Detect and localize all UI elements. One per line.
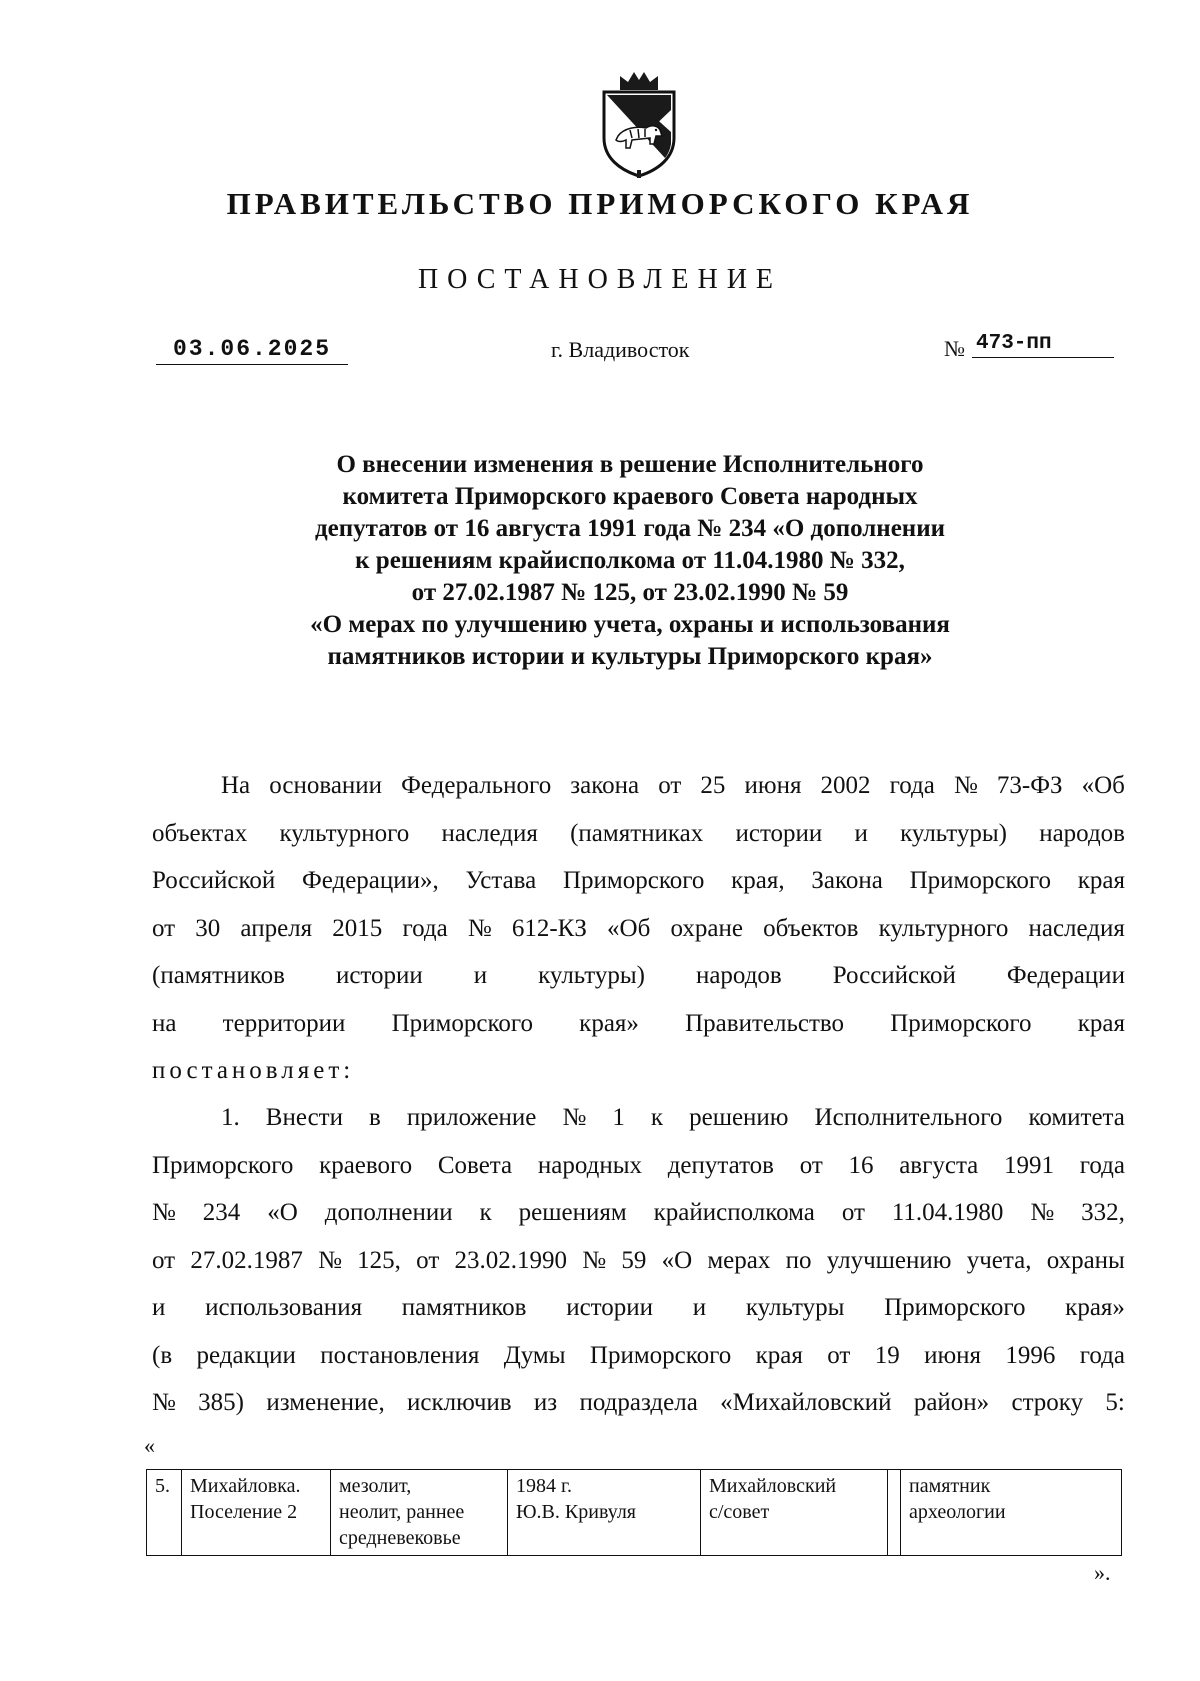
text-line [152, 1094, 1125, 1142]
word: культуры) [538, 962, 645, 989]
word: от [152, 1246, 176, 1274]
table-row [147, 1470, 1122, 1556]
document-type: ПОСТАНОВЛЕНИЕ [417, 264, 783, 295]
word: Приморского [890, 1009, 1032, 1037]
word: № [582, 1246, 607, 1274]
word: культурного [279, 819, 410, 847]
word: объектах [152, 819, 248, 847]
cell-line: памятник [909, 1475, 991, 1497]
word: края, [731, 867, 785, 894]
word: 1 [612, 1104, 625, 1131]
word: На [221, 772, 251, 799]
word: № [562, 1104, 587, 1131]
word: наследия [1028, 914, 1125, 942]
word: 5: [1105, 1389, 1125, 1416]
word: основании [269, 772, 383, 799]
text-line [152, 810, 1125, 858]
word: года [889, 772, 935, 799]
text-line [152, 1379, 1125, 1427]
word: края» [579, 1009, 639, 1037]
word: от [841, 1199, 865, 1226]
text-line [152, 1000, 1125, 1048]
word: Совета [437, 1151, 513, 1179]
word: 2002 [820, 772, 871, 799]
word: истории [566, 1294, 654, 1321]
word: истории [335, 962, 423, 989]
word: охране [670, 914, 743, 942]
word: из [533, 1389, 558, 1416]
heading-line: комитета Приморского краевого Совета народных [342, 483, 918, 510]
text-line [152, 952, 1125, 1000]
word: приложение [406, 1104, 537, 1131]
word: 1. [221, 1104, 240, 1131]
word: культуры) [900, 819, 1007, 847]
word: и [692, 1294, 707, 1321]
word: 1996 [1005, 1341, 1056, 1369]
close-quote: ». [1094, 1560, 1111, 1585]
word: года [1079, 1341, 1125, 1369]
word: Приморского [589, 1341, 732, 1369]
coat-of-arms-icon [590, 70, 688, 182]
word: 27.02.1987 [190, 1246, 303, 1274]
text-line [152, 1332, 1125, 1380]
cell-line: с/совет [709, 1501, 770, 1523]
word: закона [570, 772, 640, 799]
resolves-word: постановляет: [152, 1057, 355, 1084]
word: 19 [874, 1341, 900, 1369]
word: Думы [503, 1341, 566, 1369]
heading-line: депутатов от 16 августа 1991 года № 234 «О дополнении [314, 515, 946, 542]
word: от [416, 1246, 440, 1274]
word: комитета [1028, 1104, 1125, 1131]
cell-line: Поселение 2 [190, 1501, 298, 1523]
word: № [1030, 1199, 1055, 1226]
table-cell [331, 1470, 508, 1556]
table-cell [147, 1470, 182, 1556]
word: охраны [1046, 1246, 1125, 1274]
word: «О [661, 1246, 693, 1274]
word: июня [924, 1341, 981, 1369]
word: строку [1011, 1389, 1084, 1416]
text-line [152, 1142, 1125, 1190]
word: территории [222, 1009, 346, 1037]
text-line [152, 762, 1125, 810]
word: к [479, 1199, 492, 1226]
word: памятников [401, 1294, 527, 1321]
word: учета, [966, 1246, 1032, 1274]
word: № [152, 1199, 176, 1226]
word: Федерации [1006, 962, 1125, 989]
word: года [1079, 1151, 1125, 1179]
word: в [369, 1104, 381, 1131]
word: № [152, 1389, 176, 1416]
word: и [854, 819, 868, 847]
city: г. Владивосток [551, 337, 690, 362]
preamble-paragraph [152, 762, 1125, 1095]
word: 125, [357, 1246, 401, 1274]
word: Приморского [909, 867, 1051, 894]
table-cell [182, 1470, 331, 1556]
word: 2015 [332, 914, 383, 942]
word: район» [913, 1389, 990, 1416]
word: 30 [195, 914, 221, 942]
text-line [152, 857, 1125, 905]
word: Правительство [685, 1009, 844, 1037]
excluded-row-table [146, 1469, 1122, 1556]
word: объектов [763, 914, 859, 942]
word: «О [267, 1199, 298, 1226]
cell-line: археологии [909, 1501, 1006, 1523]
cell-line: 5. [155, 1475, 170, 1497]
word: Приморского [563, 867, 705, 894]
word: дополнении [324, 1199, 453, 1226]
word: (памятников [152, 962, 285, 989]
cell-line: Михайловский [709, 1475, 837, 1497]
word: Российской [832, 962, 956, 989]
table-cell [701, 1470, 888, 1556]
word: 234 [202, 1199, 241, 1226]
word: 332, [1081, 1199, 1125, 1226]
word: Федерации», [301, 867, 439, 894]
text-line [152, 905, 1125, 953]
word: «Об [1081, 772, 1125, 799]
word: народов [1039, 819, 1125, 847]
word: культурного [878, 914, 1009, 942]
word: наследия [441, 819, 538, 847]
cell-line: неолит, раннее [339, 1501, 465, 1523]
heading-line: к решениям крайисполкома от 11.04.1980 № 332, [355, 547, 905, 574]
word: 612-КЗ [511, 914, 587, 942]
cell-line: мезолит, [339, 1475, 412, 1497]
table-cell [888, 1470, 901, 1556]
word: года [402, 914, 448, 942]
heading-line: «О мерах по улучшению учета, охраны и использования [310, 611, 950, 638]
cell-line: Ю.В. Кривуля [516, 1501, 636, 1523]
word: Приморского [152, 1151, 294, 1179]
word: от [827, 1341, 851, 1369]
word: июня [744, 772, 802, 799]
word: улучшению [826, 1246, 952, 1274]
word: истории [735, 819, 823, 847]
table-cell [508, 1470, 701, 1556]
clause-1-paragraph [152, 1094, 1125, 1427]
word: апреля [240, 914, 313, 942]
word: Внести [265, 1104, 343, 1131]
document-date: 03.06.2025 [156, 336, 348, 365]
document-number: 473-пп [972, 332, 1114, 358]
word: и [473, 962, 488, 989]
heading-line: памятников истории и культуры Приморского края» [327, 643, 933, 670]
table-cell [901, 1470, 1122, 1556]
word: мерах [707, 1246, 771, 1274]
word: «Михайловский [720, 1389, 892, 1416]
word: от [799, 1151, 823, 1179]
word: от [152, 914, 176, 942]
word: депутатов [667, 1151, 774, 1179]
word: края [1077, 1009, 1125, 1037]
word: крайисполкома [653, 1199, 815, 1226]
word: края [1077, 867, 1125, 894]
word: № [953, 772, 978, 799]
document-heading [150, 449, 1110, 673]
word: 16 [848, 1151, 874, 1179]
text-line [152, 1189, 1125, 1237]
open-quote: « [144, 1433, 155, 1458]
cell-line: средневековье [339, 1527, 461, 1549]
word: Приморского [884, 1294, 1026, 1321]
word: Приморского [391, 1009, 533, 1037]
word: (памятниках [570, 819, 704, 847]
word: Устава [465, 867, 537, 894]
word: № [318, 1246, 342, 1274]
word: решениям [518, 1199, 627, 1226]
word: (в [152, 1341, 173, 1369]
heading-line: от 27.02.1987 № 125, от 23.02.1990 № 59 [411, 579, 849, 606]
word: 385) [198, 1389, 244, 1416]
text-line [152, 1237, 1125, 1285]
word: народных [537, 1151, 642, 1179]
word: 73-ФЗ [996, 772, 1063, 799]
word: к [650, 1104, 664, 1131]
word: Исполнительного [814, 1104, 1003, 1131]
word: 1991 [1003, 1151, 1054, 1179]
cell-line: 1984 г. [516, 1475, 572, 1497]
cell-line: Михайловка. [190, 1475, 301, 1497]
government-title: ПРАВИТЕЛЬСТВО ПРИМОРСКОГО КРАЯ [226, 186, 974, 221]
word: решению [689, 1104, 789, 1131]
word: и [152, 1294, 166, 1321]
word: культуры [745, 1294, 845, 1321]
word: края [755, 1341, 803, 1369]
word: краевого [319, 1151, 413, 1179]
word: 23.02.1990 [454, 1246, 567, 1274]
word: «Об [607, 914, 651, 942]
word: № [467, 914, 492, 942]
word: использования [205, 1294, 363, 1321]
word: 11.04.1980 [891, 1199, 1004, 1226]
word: края» [1065, 1294, 1125, 1321]
heading-line: О внесении изменения в решение Исполнительного [336, 451, 924, 478]
word: 59 [621, 1246, 647, 1274]
word: на [152, 1009, 177, 1037]
word: народов [695, 962, 782, 989]
word: Закона [811, 867, 883, 894]
word: постановления [320, 1341, 480, 1369]
word: Российской [152, 867, 276, 894]
word: Федерального [401, 772, 552, 799]
word: августа [899, 1151, 979, 1179]
number-label: № [944, 336, 965, 361]
word: редакции [196, 1341, 296, 1369]
word: 25 [700, 772, 726, 799]
word: изменение, [266, 1389, 385, 1416]
word: исключив [407, 1389, 512, 1416]
text-line [152, 1284, 1125, 1332]
word: по [785, 1246, 812, 1274]
word: от [658, 772, 682, 799]
word: подраздела [579, 1389, 698, 1416]
